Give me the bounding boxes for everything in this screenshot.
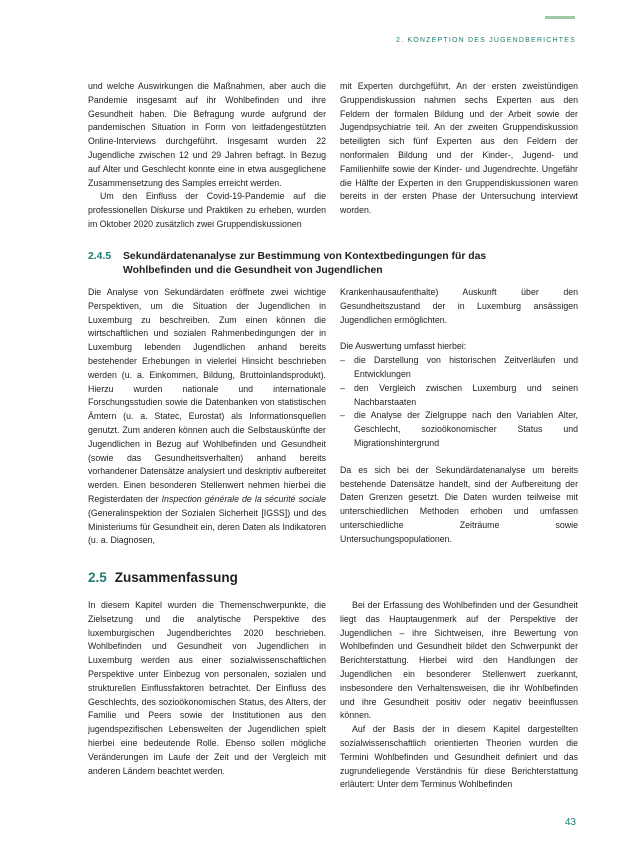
bullet-list xyxy=(340,354,578,451)
paragraph: Die Auswertung umfasst hierbei: xyxy=(340,341,467,352)
paragraph: mit Experten durchgeführt. An der ersten zweistündigen Gruppendiskussion nahmen sechs Experten aus den Feldern der formalen Bildung und der Arbeit sowie der Jugendpsychiatrie teil. An der zweiten Gruppendiskussion beteiligten sich fünf Experten aus den Feldern der nonformalen Bildung und der Kinder-, Jugend- und Familienhilfe sowie der Kinder- und Jugendrechte. Ungefähr die Hälfte der Experten in den Gruppendiskussionen waren bereits in der ersten Phase der Untersuchung interviewt worden. xyxy=(340,81,578,216)
page-number: 43 xyxy=(564,817,576,828)
top-left-column xyxy=(88,80,326,232)
paragraph: Bei der Erfassung des Wohlbefinden und der Gesundheit liegt das Hauptaugenmerk auf der Perspektive der Jugendlichen – ihre Sichtweisen, ihre Bewertung von Wohlbefinden und Gesundheit bildet den Schwerpunkt der Berichterstattung. Hierbei wird den Handlungen der Jugendlichen ein besonderer Stellenwert zuerkannt, insbesondere den Verhaltensweisen, die ihr Wohlbefinden und ihre Gesundheit positiv oder negativ beeinflussen können. xyxy=(340,600,578,721)
section-title: Zusammenfassung xyxy=(114,570,238,585)
section-number: 2.5 xyxy=(88,570,107,585)
paragraph: Da es sich bei der Sekundärdatenanalyse um bereits bestehende Datensätze handelt, sind der Aufbereitung der Daten Grenzen gesetzt. Die Daten wurden teilweise mit unterschiedlichen Methoden erhoben und umfassen unterschiedliche Zeiträume sowie Untersuchungspopulationen. xyxy=(340,464,578,544)
section-title-line1: Sekundärdatenanalyse zur Bestimmung von Kontextbedingungen für das xyxy=(123,251,487,262)
section-2-5-heading xyxy=(88,570,238,585)
section-number: 2.4.5 xyxy=(88,251,112,262)
top-right-column xyxy=(340,80,578,218)
list-item: – den Vergleich zwischen Luxemburg und seinen Nachbarstaaten xyxy=(340,382,578,410)
section-2-4-5-left-column xyxy=(88,286,326,548)
list-item: – die Darstellung von historischen Zeitverläufen und Entwicklungen xyxy=(340,354,578,382)
section-2-4-5-right-column xyxy=(340,286,578,547)
header-accent-rule xyxy=(545,16,575,19)
paragraph: und welche Auswirkungen die Maßnahmen, aber auch die Pandemie insgesamt auf ihr Wohlbefinden und ihre Gesundheit haben. Die Befragung wurde aufgrund der pandemischen Situation in Form von leitfadengestützten Online-Interviews durchgeführt. Insgesamt wurden 22 Jugendliche zwischen 12 und 29 Jahren befragt. In Bezug auf Alter und Geschlecht konnte eine in etwa ausgeglichene Zusammensetzung des Samples erreicht werden. xyxy=(88,81,326,188)
paragraph: Auf der Basis der in diesem Kapitel dargestellten sozialwissenschaftlich orientierten Theorien wurden die Termini Wohlbefinden und Gesundheit definiert und das zugrundeliegende Verständnis für diese Berichterstattung erläutert: Unter dem Terminus Wohlbefinden xyxy=(340,724,578,790)
section-2-4-5-heading xyxy=(88,250,578,278)
paragraph: In diesem Kapitel wurden die Themenschwerpunkte, die Zielsetzung und die analytische Perspektive des luxemburgischen Jugendberichtes 2020 beschrieben. Wohlbefinden und Gesundheit von Jugendlichen in Luxemburg werden aus einer sozialwissenschaftlichen Perspektive unter Einbezug von personalen, sozialen und strukturellen Einflussfaktoren betrachtet. Der Einfluss des Geschlechts, des sozioökonomischen Status, des Alters, der Familie und Peers sowie der Institutionen aus den jugendspezifischen Lebenswelten der Jugendlichen spielt hierbei eine bedeutende Rolle. Ebenso sollen mögliche Veränderungen im Laufe der Zeit und der Vergleich mit anderen Ländern beachtet werden. xyxy=(88,600,326,776)
section-2-5-left-column xyxy=(88,599,326,778)
paragraph: Die Analyse von Sekundärdaten eröffnete zwei wichtige Perspektiven, um die Situation der Jugendlichen in Luxemburg zu beschreiben. Zum einen können die wirtschaftlichen und sozialen Rahmenbedingungen der in Luxemburg lebenden Jugendlichen anhand bereits bestehender Erhebungen in vielerlei Hinsicht beschrieben werden (u. a. Einkommen, Bildung, Bruttoinlandsprodukt). Hierzu wurden nationale und internationale Forschungsstudien sowie die Datenbanken von statistischen Ämtern (u. a. Statec, Eurostat) als Informationsquellen genutzt. Zum anderen können auch die Selbstauskünfte der Jugendlichen in Bezug auf Wohlbefinden und Gesundheit (sowie das Gesundheitsverhalten) anhand bereits vorhandener Datensätze analysiert und deskriptiv aufbereitet werden. Einen besonderen Stellenwert nehmen hierbei die Registerdaten der Inspection générale de la sécurité sociale (Generalinspektion der Sozialen Sicherheit [IGSS]) und des Ministeriums für Gesundheit ein, deren Daten als Indikatoren (u. a. Diagnosen, xyxy=(88,287,326,546)
section-title-line2: Wohlbefinden und die Gesundheit von Jugendlichen xyxy=(123,265,383,276)
paragraph: Um den Einfluss der Covid-19-Pandemie auf die professionellen Diskurse und Praktiken zu erheben, wurden im Oktober 2020 zusätzlich zwei Gruppendiskussionen xyxy=(88,191,326,229)
paragraph: Krankenhausaufenthalte) Auskunft über den Gesundheitszustand der in Luxemburg ansässigen Jugendlichen ermöglichten. xyxy=(340,287,578,325)
list-item: – die Analyse der Zielgruppe nach den Variablen Alter, Geschlecht, sozioökonomischer Status und Migrationshintergrund xyxy=(340,409,578,450)
running-head: 2. KONZEPTION DES JUGENDBERICHTES xyxy=(395,37,576,44)
section-2-5-right-column xyxy=(340,599,578,792)
